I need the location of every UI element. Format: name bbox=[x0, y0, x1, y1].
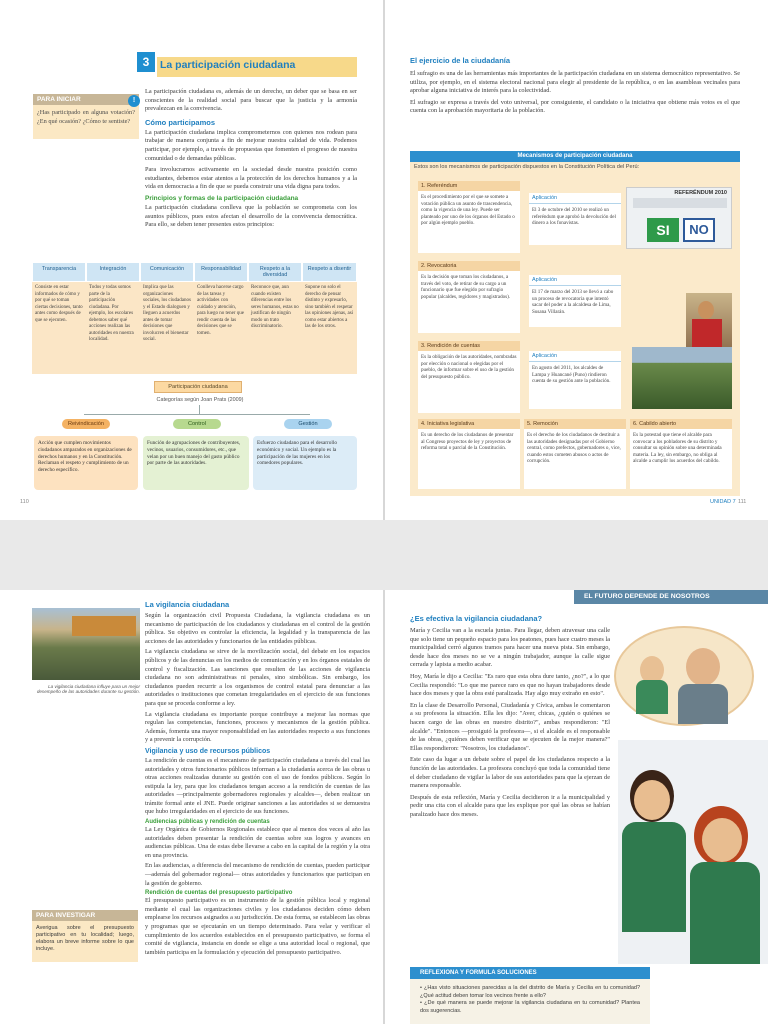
diagram-text-control: Función de agrupaciones de contribuyentes, vecinos, usuarios, consumidores, etc., que velan por un buen manejo del gasto público por parte de las autoridades. bbox=[143, 436, 249, 490]
right-head: 5. Remoción bbox=[524, 419, 626, 429]
ejercicio-paragraph-1: El sufragio es una de las herramientas más importantes de la participación ciudadana en un sistema democrático representativo. Se utiliza, por ejemplo, en el sistema electoral nacional para elegir al presidente de la república, o en las asambleas vecinales para aprobar alguna iniciativa de interés para la colectividad. bbox=[410, 70, 740, 95]
reflect-title: REFLEXIONA Y FORMULA SOLUCIONES bbox=[410, 967, 650, 979]
mechanism-head: 3. Rendición de cuentas bbox=[418, 341, 520, 351]
official-body bbox=[678, 684, 728, 724]
principle-column bbox=[140, 262, 194, 347]
principle-head: Transparencia bbox=[32, 262, 86, 282]
building-roof bbox=[72, 616, 136, 636]
para-investigar-text: Averigua sobre el presupuesto participativo en tu localidad; luego, elabora un breve informe sobre lo que incluye. bbox=[36, 925, 134, 952]
crowd-photo bbox=[632, 347, 732, 409]
reflect-box bbox=[410, 979, 650, 1024]
chapter-number: 3 bbox=[137, 52, 155, 72]
principle-body: Reconoce que, aun cuando existen diferencias entre los seres humanos, estas no justifican de ningún modo un trato discriminatorio. bbox=[251, 285, 299, 329]
mechanism-card bbox=[418, 341, 520, 413]
right-card bbox=[630, 419, 732, 489]
speaker-head bbox=[698, 301, 714, 319]
diagram-node-control: Control bbox=[173, 419, 221, 429]
diagram-subtitle: Categorías según Joan Prats (2009) bbox=[156, 397, 244, 403]
application-head: Aplicación bbox=[529, 351, 621, 362]
right-head: 6. Cabildo abierto bbox=[630, 419, 732, 429]
ballot-si: SI bbox=[647, 218, 679, 242]
diagram-text-gestion: Esfuerzo ciudadano para el desarrollo económico y social. Un ejemplo es la participación de las mujeres en los comedores populares. bbox=[253, 436, 357, 490]
principle-body: Consiste en estar informados de cómo y por qué se toman ciertas decisiones, tanto antes como después de que se ejecuten. bbox=[35, 285, 83, 323]
girl-body-small bbox=[636, 680, 668, 714]
principle-column bbox=[86, 262, 140, 347]
ejercicio-column bbox=[410, 56, 740, 116]
vigilancia-title: La vigilancia ciudadana bbox=[145, 600, 230, 609]
diagram-node-gestion: Gestión bbox=[284, 419, 332, 429]
principle-column bbox=[302, 262, 357, 334]
ejercicio-title: El ejercicio de la ciudadanía bbox=[410, 56, 511, 65]
right-card bbox=[524, 419, 626, 489]
referendum-ballot-image bbox=[626, 187, 732, 249]
principle-column bbox=[194, 262, 248, 340]
diagram-connector bbox=[84, 414, 310, 415]
recursos-title: Vigilancia y uso de recursos públicos bbox=[145, 747, 271, 755]
como-paragraph-2: Para involucrarnos activamente en la sociedad desde nuestra posición como estudiantes, debemos estar atentos a la protección de los derechos humanos y a la vida en democracia a fin de que se pueda construir una vida digna para todos. bbox=[145, 166, 357, 191]
referendum-label: REFERÉNDUM 2010 bbox=[674, 190, 727, 196]
page-number-right: 111 bbox=[738, 499, 747, 505]
page-number-left: 110 bbox=[20, 499, 29, 505]
como-paragraph-1: La participación ciudadana implica comprometernos con quienes nos rodean para trabajar de manera conjunta a fin de mejorar nuestra calidad de vida. Podemos participar, por ejemplo, a través de propuestas que fomenten el progreso de nuestra comunidad o de demandas públicas. bbox=[145, 128, 357, 162]
para-iniciar-question: ¿Has participado en alguna votación? ¿En qué ocasión? ¿Cómo te sentiste? bbox=[37, 109, 135, 125]
mechanism-body: Es la obligación de las autoridades, nombradas por elección o nacional o elegidas por el pueblo, de informar sobre el uso de la gestión del presupuesto público. bbox=[421, 354, 517, 380]
como-title: Cómo participamos bbox=[145, 117, 216, 127]
principle-head: Respeto a disentir bbox=[302, 262, 357, 282]
cecilia-face bbox=[702, 818, 742, 862]
story-paragraph-3: En la clase de Desarrollo Personal, Ciudadanía y Cívica, ambas le comentaron a su profesora la situación. Ella les dijo: "Aver, chicas, ¿quién o quiénes se hacen cargo de las obras en nuestro distrito?", ambas respondieron: "El alcalde". "Entonces —prosiguió la profesora—, si el alcalde es el responsable de las obras, ¿quiénes deben verificar que se ejecuten de la mejor manera?" Ellas respondieron: "Nosotros, los ciudadanos". bbox=[410, 701, 610, 752]
vigilancia-column bbox=[145, 600, 370, 957]
principle-head: Integración bbox=[86, 262, 140, 282]
mechanism-card bbox=[418, 181, 520, 253]
mechanism-body: Es el procedimiento por el que se somete a votación pública un asunto de trascendencia, como la vigencia de una ley. Puede ser planteado por uno de los órganos del Estado o por algún ejemplo pueblo. bbox=[421, 194, 515, 227]
principle-body: Supone no solo el derecho de pensar distinto y expresarlo, sino también el respetar las opiniones ajenas, así como estar abiertos a las de los otros. bbox=[305, 285, 354, 329]
principle-body: Conlleva hacerse cargo de las tareas y actividades con cuidado y atención, para luego no tener que rendir cuenta de las decisiones que se tomen. bbox=[197, 285, 244, 336]
principios-title: Principios y formas de la participación ciudadana bbox=[145, 194, 299, 202]
official-head bbox=[686, 648, 720, 686]
chapter-title: La participación ciudadana bbox=[160, 59, 296, 71]
application-body: En agosto del 2011, los alcaldes de Lampa y Huancané (Puno) rindieron cuenta de su gestión ante la población. bbox=[532, 365, 611, 385]
application-card bbox=[529, 351, 621, 409]
presupuesto-title: Rendición de cuentas del presupuesto participativo bbox=[145, 890, 293, 897]
mechanisms-title: Mecanismos de participación ciudadana bbox=[410, 151, 740, 162]
maria-uniform bbox=[622, 822, 686, 932]
ejercicio-paragraph-2: El sufragio se expresa a través del voto universal, por consiguiente, el candidato o la iniciativa que obtiene más votos es el que cuenta con la aprobación mayoritaria de la población. bbox=[410, 98, 740, 115]
application-head: Aplicación bbox=[529, 275, 621, 286]
story-paragraph-2: Hoy, María le dijo a Cecilia: "Es raro que esta obra dure tanto, ¿no?", a lo que Cecilia respondió: "Lo que me parece raro es que no hayan trabajadores desde hace dos meses y que la obra esté paralizada. Hay algo muy extraño en esto". bbox=[410, 672, 610, 698]
mechanism-card bbox=[418, 261, 520, 333]
principle-head: Respeto a la diversidad bbox=[248, 262, 302, 282]
audiencias-paragraph-2: En las audiencias, a diferencia del mecanismo de rendición de cuentas, pueden participar —además del gobernador regional— otras autoridades y funcionarios que participan en la gestión de gobierno. bbox=[145, 862, 370, 887]
story-paragraph-1: María y Cecilia van a la escuela juntas. Para llegar, deben atravesar una calle que solo tiene un pequeño espacio para los peatones, pues hace cuatro meses la municipalidad cerró algunos tramos para hacer una nueva pista. Sin embargo, desde hace dos meses no se ve a ningún trabajador, aunque la calle sigue cerrada y lapista a medio acabar. bbox=[410, 627, 610, 669]
principles-matrix bbox=[32, 262, 357, 374]
right-head: 4. Iniciativa legislativa bbox=[418, 419, 520, 429]
application-card bbox=[529, 193, 621, 245]
right-body: Es la potestad que tiene el alcalde para convocar a los pobladores de su distrito y consultar su opinión sobre una determinada materia. La ley, sin embargo, no obliga al alcalde a cumplir los acuerdos del cabildo. bbox=[633, 432, 722, 465]
students-illustration bbox=[618, 740, 768, 964]
vigilancia-paragraph-2: La vigilancia ciudadana se sirve de la movilización social, del debate en los espacios públicos y de las denuncias en los medios de comunicación y en los órganos estatales de control y fiscalización. Las sanciones que resulten de las acciones de vigilancia ciudadana no son administrativas ni penales, sino simbólicas. Sin embargo, los ciudadanos pueden recurrir a los organismos de control estatal para denunciar a las autoridades o instituciones que cometan irregularidades en el ejercicio de sus funciones para que se proceda conforme a ley. bbox=[145, 648, 370, 707]
principle-column bbox=[32, 262, 86, 327]
ballot-no: NO bbox=[683, 218, 715, 242]
audiencias-title: Audiencias públicas y rendición de cuentas bbox=[145, 819, 270, 826]
principle-column bbox=[248, 262, 302, 334]
diagram-text-reivindicacion: Acción que cumplen movimientos ciudadanos amparados en organizaciones de derechos humanos y en la Constitución. Reclaman el respeto y cumplimiento de un derecho específico. bbox=[34, 436, 138, 490]
diagram-node-reivindicacion: Reivindicación bbox=[62, 419, 110, 429]
para-iniciar-box bbox=[33, 94, 139, 139]
reflect-question: • ¿Has visto situaciones parecidas a la del distrito de María y Cecilia en tu comunidad? ¿Qué actitud deben tomar los vecinos frente a ello? bbox=[420, 985, 640, 999]
right-card bbox=[418, 419, 520, 489]
intro-paragraph: La participación ciudadana es, además de un derecho, un deber que se basa en ser conscientes de la realidad social para buscar que la justicia y la armonía prevalezcan en la convivencia. bbox=[145, 88, 357, 113]
reflect-question: • ¿De qué manera se puede mejorar la vigilancia ciudadana en tu comunidad? Plantea dos sugerencias. bbox=[420, 1000, 640, 1014]
principios-paragraph: La participación ciudadana conlleva que la población se comprometa con los asuntos públicos, pues estos afectan el desarrollo de la convivencia democrática. Para ello, se deben tener presentes estos principios: bbox=[145, 203, 357, 229]
mechanisms-panel bbox=[410, 151, 740, 496]
recursos-paragraph: La rendición de cuentas es el mecanismo de participación ciudadana a través del cual las autoridades y otros funcionarios públicos informan a la ciudadanía acerca de las obras u otras acciones realizadas durante su gestión con el uso de fondos públicos. Según lo estipula la ley, para que los ciudadanos tengan acceso a la rendición de cuentas de las autoridades —principalmente gobernadores regionales y alcaldes—, deben realizar un trámite formal ante el JNE. Puede originar sanciones a las autoridades si se demuestra que hubo irregularidades en el ejercicio de sus funciones. bbox=[145, 756, 370, 816]
story-paragraph-4: Este caso da lugar a un debate sobre el papel de los ciudadanos respecto a la función de las autoridades. La profesora concluyó que toda la comunidad tiene el deber ciudadano de vigilar la labor de sus autoridades para que la ejerzan de manera responsable. bbox=[410, 756, 610, 790]
principle-head: Responsabilidad bbox=[194, 262, 248, 282]
application-card bbox=[529, 275, 621, 327]
vigilancia-paragraph-1: Según la organización civil Propuesta Ciudadana, la vigilancia ciudadana es un mecanismo de participación de los ciudadanos y ciudadanas en el control de la gestión pública. Su objetivo es controlar la eficiencia, la legalidad y la transparencia de las acciones de las autoridades y funcionarios de las entidades públicas. bbox=[145, 612, 370, 645]
bottom-spread bbox=[0, 590, 768, 1024]
mechanisms-intro: Estos son los mecanismos de participación dispuestos en la Constitución Política del Perú: bbox=[414, 164, 640, 170]
story-column bbox=[410, 614, 610, 819]
principle-body: Implica que las organizaciones sociales, los ciudadanos y el Estado dialoguen y lleguen a acuerdos antes de tomar decisiones que involucren el bienestar social. bbox=[143, 285, 191, 342]
left-intro-column bbox=[145, 88, 357, 230]
principle-head: Comunicación bbox=[140, 262, 194, 282]
application-body: El 17 de marzo del 2013 se llevó a cabo un proceso de revocatoria que intentó sacar del poder a la alcaldesa de Lima, Susana Villarán. bbox=[532, 289, 614, 315]
vigilancia-paragraph-3: La vigilancia ciudadana es importante porque contribuye a mejorar las normas que regulan las competencias, funciones, procesos y mecanismos de la gestión pública. Además, fomenta una mayor responsabilidad en las autoridades respecto a sus funciones y a prevenir la corrupción. bbox=[145, 710, 370, 744]
principle-body: Todos y todas somos parte de la participación ciudadana. Por ejemplo, los escolares debemos saber qué acciones realizan las autoridades en nuestra localidad. bbox=[89, 285, 134, 342]
ballot-strip bbox=[633, 198, 727, 208]
cecilia-uniform bbox=[690, 862, 760, 964]
section-banner: EL FUTURO DEPENDE DE NOSOTROS bbox=[574, 590, 768, 604]
thought-bubble-illustration bbox=[614, 626, 754, 726]
photo-caption: La vigilancia ciudadana influye para un mejor desempeño de las autoridades durante su gestión. bbox=[36, 684, 140, 694]
page-gap bbox=[0, 520, 768, 590]
story-paragraph-5: Después de esta reflexión, María y Cecilia decidieron ir a la municipalidad y pedir una cita con el alcalde para que les explique por qué las obras se habían paralizado hace dos meses. bbox=[410, 793, 610, 818]
para-investigar-box bbox=[32, 910, 138, 962]
para-investigar-label: PARA INVESTIGAR bbox=[32, 910, 138, 921]
diagram-connector bbox=[199, 405, 200, 415]
diagram-title: Participación ciudadana bbox=[154, 381, 242, 393]
unit-label: UNIDAD 7 bbox=[710, 499, 736, 505]
info-icon: ! bbox=[128, 95, 140, 107]
presupuesto-paragraph: El presupuesto participativo es un instrumento de la gestión pública local y regional mediante el cual las organizaciones civiles y los ciudadanos deciden cómo deben emplearse los recursos asignados a su jurisdicción. De esta forma, se establecen las obras y programas que se ejecutarán en un tiempo determinado. Para velar y verificar el cumplimiento de los acuerdos establecidos en el presupuesto participativo, se forma el comité de vigilancia, instancia en donde se elige a una autoridad local o regional, que también participa en la formulación y ejecución del presupuesto participativo. bbox=[145, 897, 370, 956]
audiencias-paragraph-1: La Ley Orgánica de Gobiernos Regionales establece que al menos dos veces al año las autoridades deben presentar la rendición de cuentas sobre sus logros y avances en audiencias públicas. Una de estas debe llevarse a cabo en la capital de la región y la otra en una provincia. bbox=[145, 826, 370, 859]
story-title: ¿Es efectiva la vigilancia ciudadana? bbox=[410, 614, 543, 623]
mechanism-body: Es la decisión que toman los ciudadanos, a través del voto, de retirar de su cargo a un funcionario que fue elegido por sufragio popular (alcaldes, regidores y magistrados). bbox=[421, 274, 511, 300]
right-body: Es el derecho de los ciudadanos de destituir a las autoridades designadas por el Gobierno central, como prefectos, gobernadores o, vice, cuando estos cometen abusos o actos de corrupción. bbox=[527, 432, 621, 465]
vigilance-crowd-photo bbox=[32, 608, 140, 680]
maria-face bbox=[634, 780, 670, 820]
right-body: Es un derecho de los ciudadanos de presentar al Congreso proyectos de ley y proyectos de reforma total o parcial de la Constitución. bbox=[421, 432, 514, 452]
para-iniciar-label: PARA INICIAR bbox=[33, 94, 139, 105]
villaran-photo bbox=[686, 293, 732, 355]
application-body: El 3 de octubre del 2010 se realizó un referéndum que aprobó la devolución del dinero a los fonavistas. bbox=[532, 207, 616, 227]
mechanism-head: 2. Revocatoria bbox=[418, 261, 520, 271]
gutter bbox=[383, 590, 385, 1024]
application-head: Aplicación bbox=[529, 193, 621, 204]
gutter bbox=[383, 0, 385, 520]
mechanism-head: 1. Referéndum bbox=[418, 181, 520, 191]
